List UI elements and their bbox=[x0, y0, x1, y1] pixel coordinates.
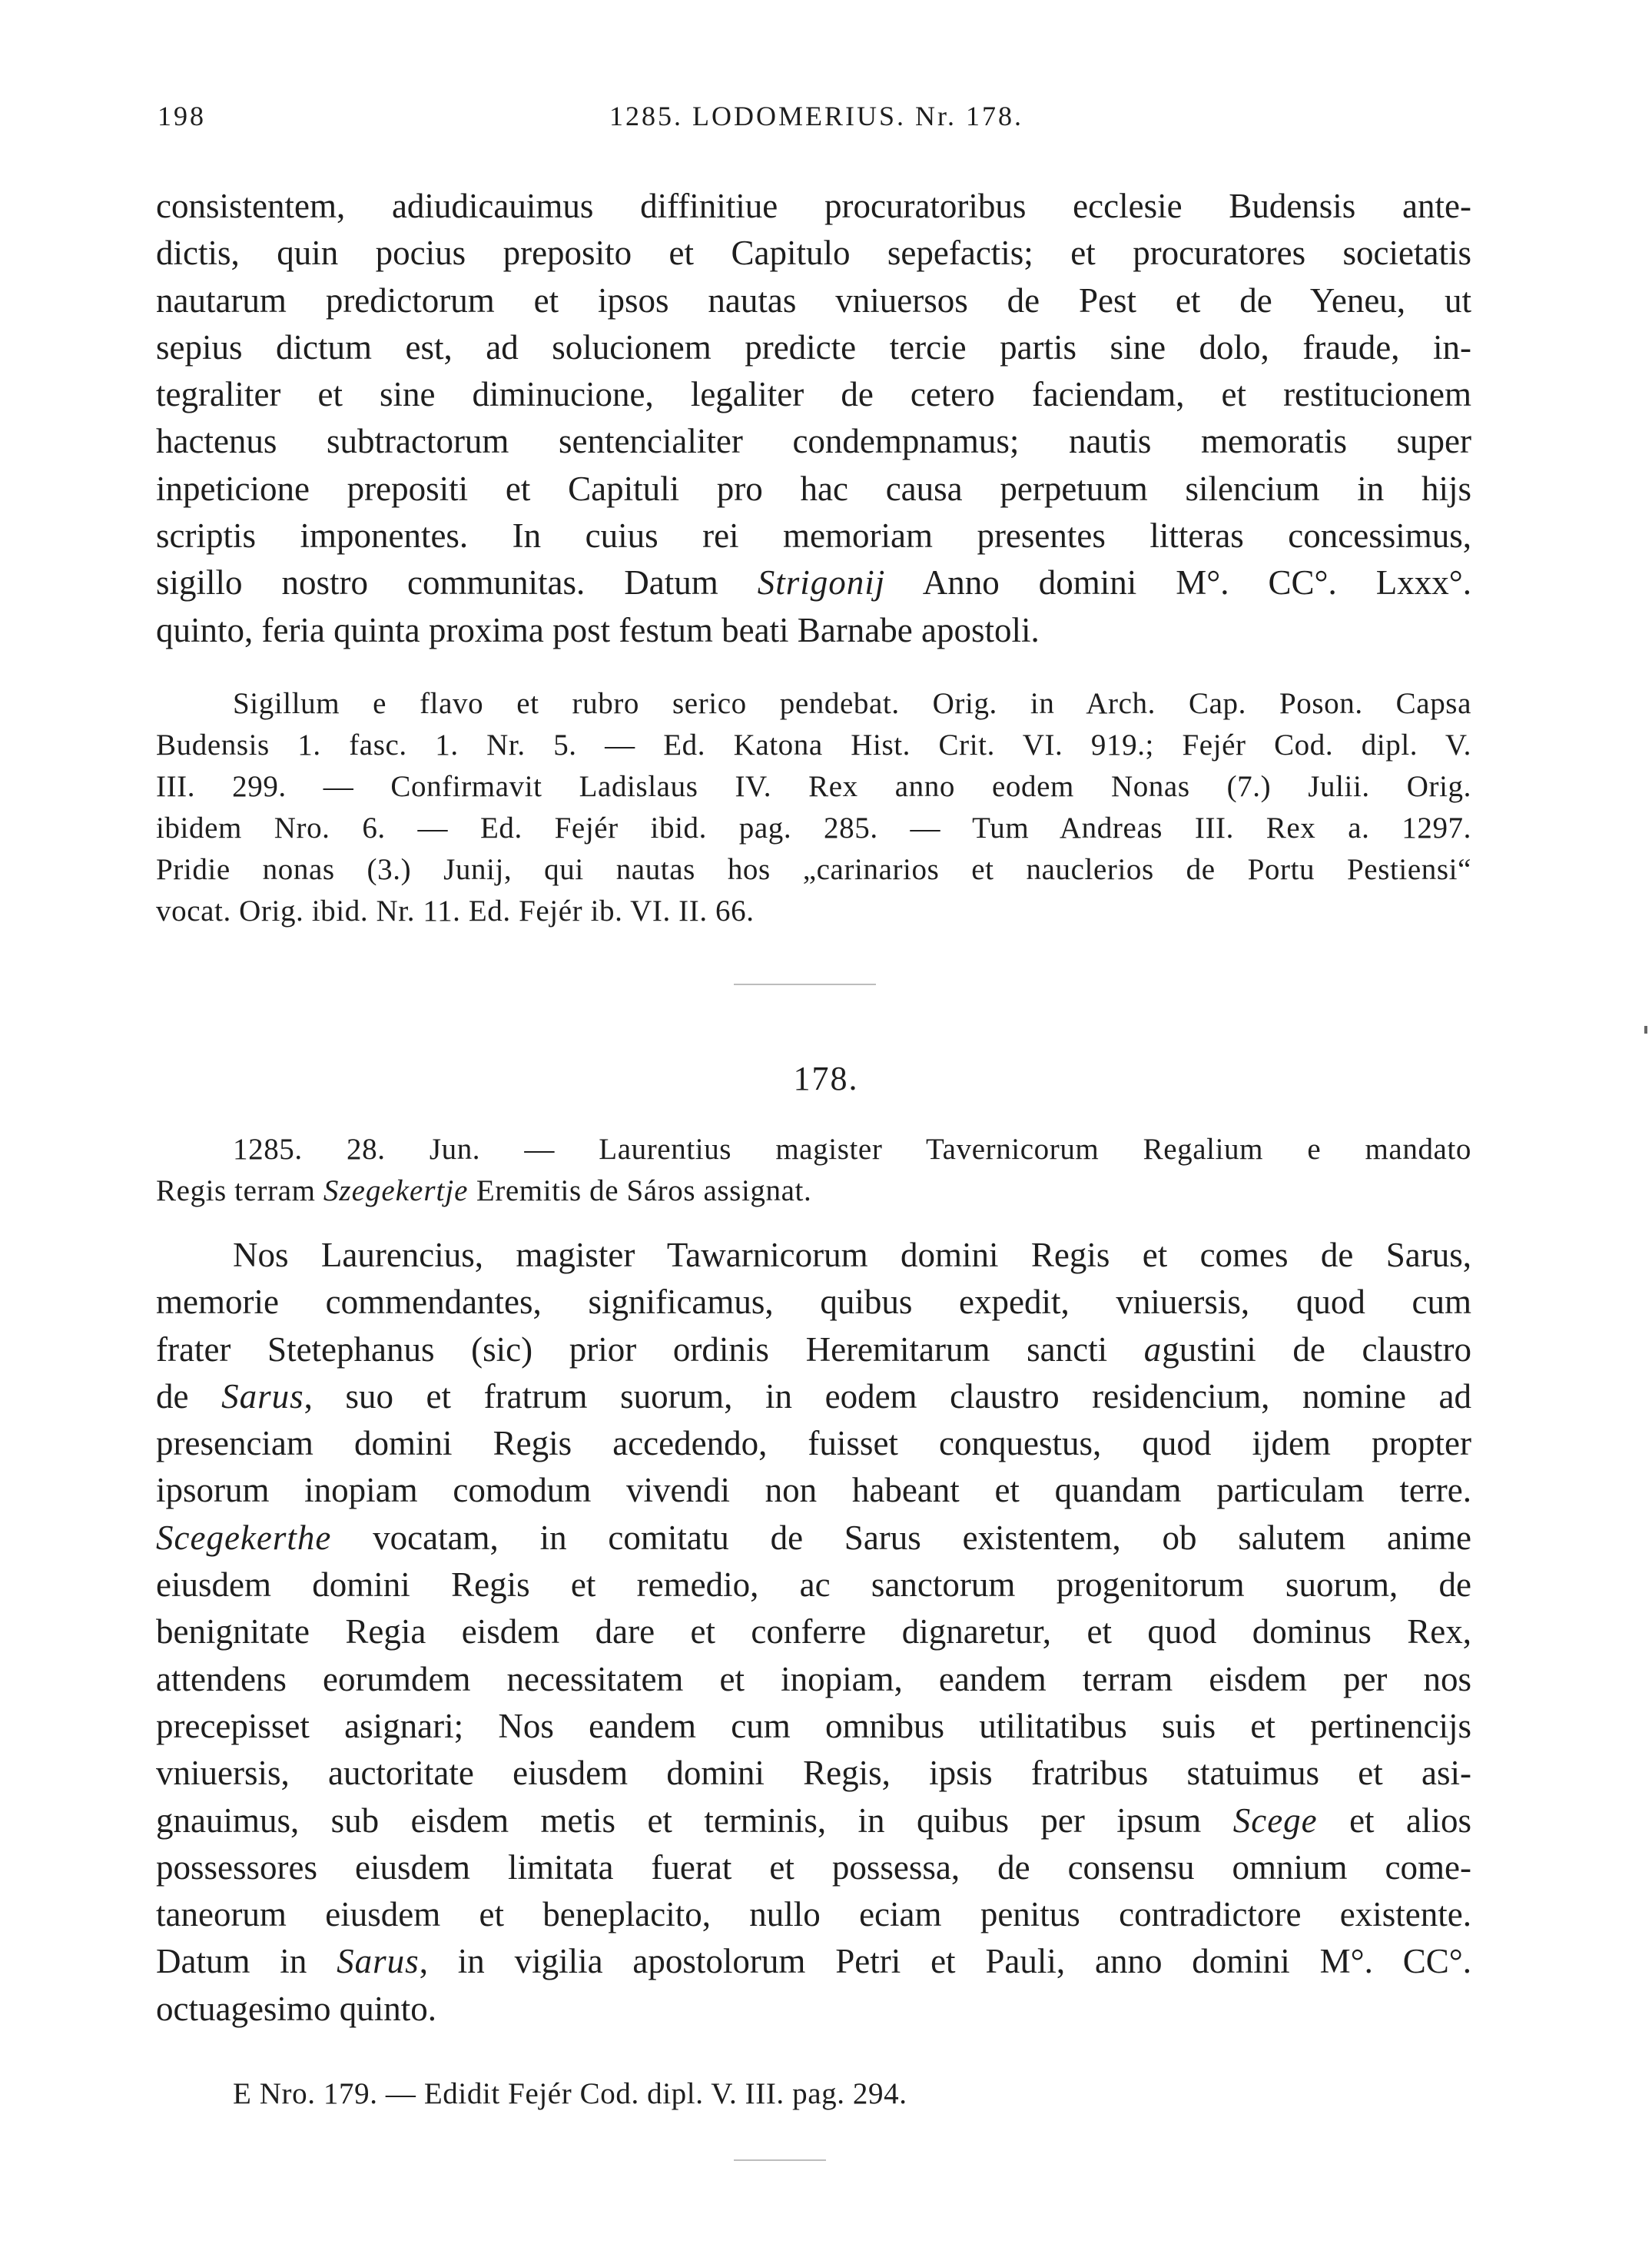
margin-mark bbox=[1644, 1026, 1647, 1034]
text-fragment: , in vigilia apostolorum Petri et Pauli, anno domini M°. CC°. bbox=[419, 1942, 1471, 1981]
italic-letter: a bbox=[1143, 1329, 1163, 1369]
text-line: sepius dictum est, ad solucionem predicte tercie partis sine dolo, fraude, in- bbox=[156, 327, 1471, 367]
text-line: dictis, quin pocius preposito et Capitulo sepefactis; et procuratores societatis bbox=[156, 234, 1471, 273]
text-line: ipsorum inopiam comodum vivendi non habeant et quandam particulam terre. bbox=[156, 1471, 1471, 1510]
text-fragment: Anno domini M°. CC°. Lxxx°. bbox=[885, 563, 1471, 602]
page-header bbox=[158, 100, 1475, 146]
place-name-italic: Scege bbox=[1232, 1801, 1318, 1840]
text-fragment: et alios bbox=[1317, 1801, 1471, 1840]
end-divider bbox=[734, 2159, 826, 2161]
text-fragment: vocatam, in comitatu de Sarus existentem, ob salutem anime bbox=[331, 1518, 1471, 1557]
text-line: vniuersis, auctoritate eiusdem domini Regis, ipsis fratribus statuimus et asi- bbox=[156, 1754, 1471, 1793]
summary-line: 1285. 28. Jun. — Laurentius magister Tavernicorum Regalium e mandato bbox=[233, 1133, 1471, 1166]
text-line: quinto, feria quinta proxima post festum beati Barnabe apostoli. bbox=[156, 610, 1040, 649]
text-line: eiusdem domini Regis et remedio, ac sanctorum progenitorum suorum, de bbox=[156, 1565, 1471, 1605]
running-title: 1285. LODOMERIUS. Nr. 178. bbox=[609, 101, 1023, 131]
page-number: 198 bbox=[158, 101, 206, 131]
text-line: nautarum predictorum et ipsos nautas vniuersos de Pest et de Yeneu, ut bbox=[156, 280, 1471, 320]
place-name-italic: Sarus bbox=[221, 1376, 304, 1416]
source-note-177 bbox=[156, 683, 1471, 932]
continuation-text bbox=[156, 183, 1471, 654]
text-fragment: , suo et fratrum suorum, in eodem claustro residencium, nomine ad bbox=[304, 1376, 1471, 1416]
text-fragment: frater Stetephanus (sic) prior ordinis Heremitarum sancti bbox=[156, 1329, 1144, 1369]
text-line: scriptis imponentes. In cuius rei memoriam presentes litteras concessimus, bbox=[156, 516, 1471, 556]
note-line: E Nro. 179. — Edidit Fejér Cod. dipl. V. III. pag. 294. bbox=[233, 2077, 907, 2110]
text-line bbox=[156, 559, 1471, 606]
text-fragment: Regis terram bbox=[156, 1174, 323, 1207]
text-line: benignitate Regia eisdem dare et conferre dignaretur, et quod dominus Rex, bbox=[156, 1612, 1471, 1651]
document-number: 178. bbox=[793, 1060, 859, 1097]
place-name-italic: Strigonij bbox=[757, 563, 886, 602]
text-fragment: sigillo nostro communitas. Datum bbox=[156, 563, 758, 602]
source-note-178 bbox=[156, 2073, 1471, 2115]
text-line: possessores eiusdem limitata fuerat et possessa, de consensu omnium come- bbox=[156, 1847, 1471, 1887]
text-fragment: Datum in bbox=[156, 1942, 337, 1981]
text-fragment: Eremitis de Sáros assignat. bbox=[468, 1174, 812, 1207]
text-line: memorie commendantes, significamus, quibus expedit, vniuersis, quod cum bbox=[156, 1283, 1471, 1322]
text-line bbox=[156, 1515, 1471, 1562]
note-line: vocat. Orig. ibid. Nr. 11. Ed. Fejér ib. VI. II. 66. bbox=[156, 895, 755, 928]
summary-line bbox=[156, 1170, 1471, 1212]
note-line: ibidem Nro. 6. — Ed. Fejér ibid. pag. 285. — Tum Andreas III. Rex a. 1297. bbox=[156, 812, 1471, 845]
text-line: presenciam domini Regis accedendo, fuisset conquestus, quod ijdem propter bbox=[156, 1424, 1471, 1463]
note-line: III. 299. — Confirmavit Ladislaus IV. Rex anno eodem Nonas (7.) Julii. Orig. bbox=[156, 770, 1471, 803]
text-line: tegraliter et sine diminucione, legaliter de cetero faciendam, et restitucionem bbox=[156, 375, 1471, 414]
place-name-italic: Scegekerthe bbox=[156, 1518, 332, 1557]
section-divider bbox=[734, 984, 876, 985]
text-line: octuagesimo quinto. bbox=[156, 1989, 436, 2028]
text-fragment: gnauimus, sub eisdem metis et terminis, in quibus per ipsum bbox=[156, 1801, 1233, 1840]
text-line: hactenus subtractorum sentencialiter condempnamus; nautis memoratis super bbox=[156, 422, 1471, 461]
text-line: inpeticione prepositi et Capituli pro hac causa perpetuum silencium in hijs bbox=[156, 469, 1471, 508]
note-line: Budensis 1. fasc. 1. Nr. 5. — Ed. Katona Hist. Crit. VI. 919.; Fejér Cod. dipl. V. bbox=[156, 729, 1471, 762]
document-summary bbox=[156, 1129, 1471, 1212]
place-name-italic: Szegekertje bbox=[323, 1174, 469, 1207]
text-line: Nos Laurencius, magister Tawarnicorum domini Regis et comes de Sarus, bbox=[233, 1236, 1471, 1274]
text-line: precepisset asignari; Nos eandem cum omnibus utilitatibus suis et pertinencijs bbox=[156, 1706, 1471, 1745]
text-fragment: de bbox=[156, 1376, 222, 1416]
text-line: consistentem, adiudicauimus diffinitiue procuratoribus ecclesie Budensis ante- bbox=[156, 187, 1471, 225]
text-line bbox=[156, 1938, 1471, 1985]
text-line: taneorum eiusdem et beneplacito, nullo eciam penitus contradictore existente. bbox=[156, 1895, 1471, 1934]
text-fragment: gustini de claustro bbox=[1162, 1329, 1471, 1369]
place-name-italic: Sarus bbox=[337, 1942, 420, 1981]
text-line bbox=[156, 1326, 1471, 1373]
text-line bbox=[156, 1797, 1471, 1844]
document-text-178 bbox=[156, 1232, 1471, 2033]
note-line: Pridie nonas (3.) Junij, qui nautas hos „carinarios et nauclerios de Portu Pestiensi“ bbox=[156, 853, 1471, 886]
note-line: Sigillum e flavo et rubro serico pendebat. Orig. in Arch. Cap. Poson. Capsa bbox=[233, 687, 1471, 720]
text-line: attendens eorumdem necessitatem et inopiam, eandem terram eisdem per nos bbox=[156, 1659, 1471, 1698]
text-line bbox=[156, 1373, 1471, 1420]
